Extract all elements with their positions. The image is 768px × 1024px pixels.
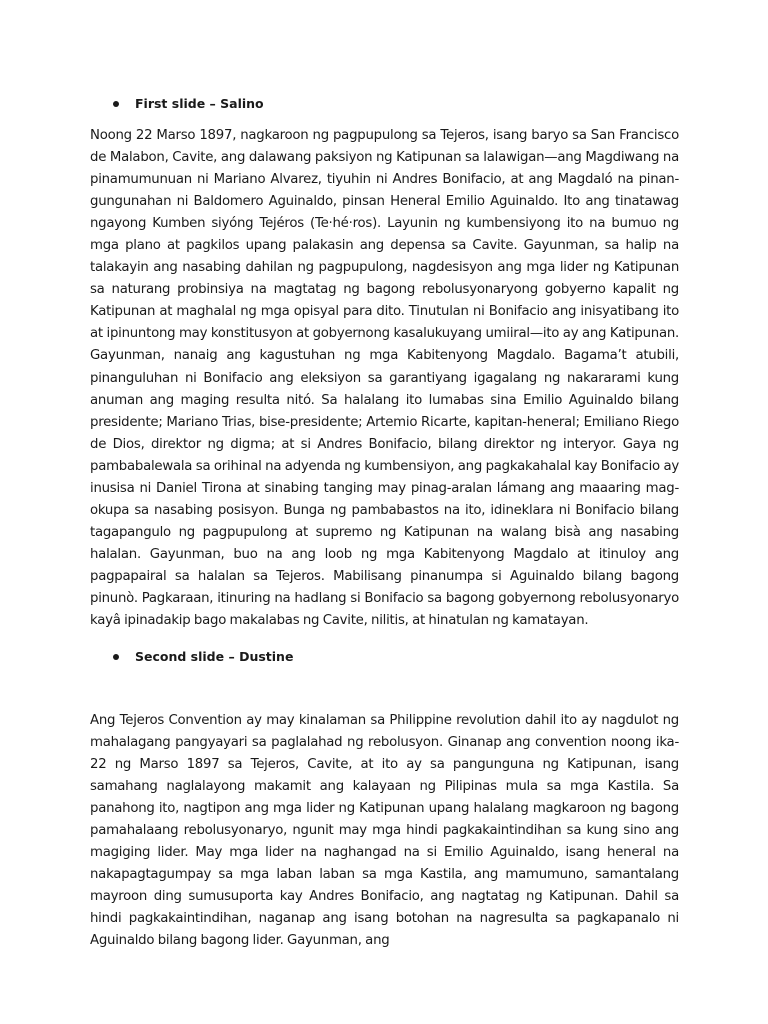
section-heading-first-slide <box>113 96 264 111</box>
heading-text: Second slide – Dustine <box>135 649 294 664</box>
paragraph-second-slide: Ang Tejeros Convention ay may kinalaman sa Philippine revolution dahil ito ay nagdulot ng mahalagang pangyayari sa paglalahad ng rebolusyon. Ginanap ang convention noong ika-22 ng Marso 1897 sa Tejeros, Cavite, at ito ay sa pangunguna ng Katipunan, isang samahang naglalayong makamit ang kalayaan ng Pilipinas mula sa mga Kastila. Sa panahong ito, nagtipon ang mga lider ng Katipunan upang halalang magkaroon ng bagong pamahalaang rebolusyonaryo, ngunit may mga hindi pagkakaintindihan sa kung sino ang magiging lider. May mga lider na naghangad na si Emilio Aguinaldo, isang heneral na nakapagtagumpay sa mga laban laban sa mga Kastila, ang mamumuno, samantalang mayroon ding sumusuporta kay Andres Bonifacio, ang nagtatag ng Katipunan. Dahil sa hindi pagkakaintindihan, naganap ang isang botohan na nagresulta sa pagkapanalo ni Aguinaldo bilang bagong lider. Gayunman, ang <box>90 713 679 949</box>
paragraph-first-slide: Noong 22 Marso 1897, nagkaroon ng pagpupulong sa Tejeros, isang baryo sa San Francisco de Malabon, Cavite, ang dalawang paksiyon ng Katipunan sa lalawigan—ang Magdiwang na pinamumunuan ni Mariano Alvarez, tiyuhin ni Andres Bonifacio, at ang Magdaló na pinan-gungunahan ni Baldomero Aguinaldo, pinsan Heneral Emilio Aguinaldo. Ito ang tinatawag ngayong Kumben siyóng Tejéros (Te·hé·ros). Layunin ng kumbensiyong ito na bumuo ng mga plano at pagkilos upang palakasin ang depensa sa Cavite. Gayunman, sa halip na talakayin ang nasabing dahilan ng pagpupulong, nagdesisyon ang mga lider ng Katipunan sa naturang probinsiya na magtatag ng bagong rebolusyonaryong gobyerno kapalit ng Katipunan at maghalal ng mga opisyal para dito. Tinutulan ni Bonifacio ang inisyatibang ito at ipinuntong may konstitusyon at gobyernong kasalukuyang umiiral—ito ay ang Katipunan. Gayunman, nanaig ang kagustuhan ng mga Kabitenyong Magdalo. Bagama’t atubili, pinanguluhan ni Bonifacio ang eleksiyon sa garantiyang igagalang ng nakararami kung anuman ang maging resulta nitó. Sa halalang ito lumabas sina Emilio Aguinaldo bilang presidente; Mariano Trias, bise-presidente; Artemio Ricarte, kapitan-heneral; Emiliano Riego de Dios, direktor ng digma; at si Andres Bonifacio, bilang direktor ng interyor. Gaya ng pambabalewala sa orihinal na adyenda ng kumbensiyon, ang pagkakahalal kay Bonifacio ay inusisa ni Daniel Tirona at sinabing tanging may pinag-aralan lámang ang maaaring mag-okupa sa nasabing posisyon. Bunga ng pambabastos na ito, idineklara ni Bonifacio bilang tagapangulo ng pagpupulong at supremo ng Katipunan na walang bisà ang nasabing halalan. Gayunman, buo na ang loob ng mga Kabitenyong Magdalo at itinuloy ang pagpapairal sa halalan sa Tejeros. Mabilisang pinanumpa si Aguinaldo bilang bagong pinunò. Pagkaraan, itinuring na hadlang si Bonifacio sa bagong gobyernong rebolusyonaryo kayâ ipinadakip bago makalabas ng Cavite, nilitis, at hinatulan ng kamatayan. <box>90 128 679 629</box>
section-heading-second-slide <box>113 649 293 664</box>
heading-text: First slide – Salino <box>135 96 264 111</box>
bullet-icon <box>113 101 119 107</box>
bullet-icon <box>113 654 119 660</box>
